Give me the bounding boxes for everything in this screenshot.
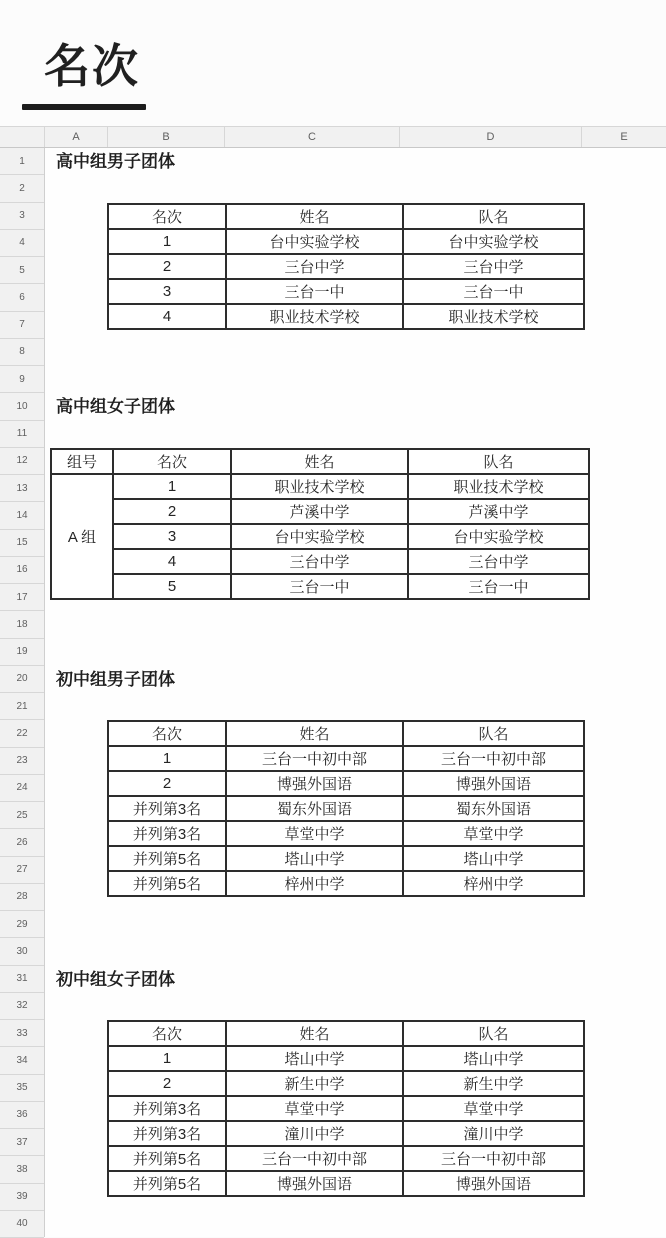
table-cell: 5 (113, 574, 231, 599)
table-cell: 1 (108, 1046, 226, 1071)
column-header-cell[interactable]: E (620, 131, 628, 143)
table-row (108, 229, 584, 254)
table-row (108, 1071, 584, 1096)
ranking-table (107, 720, 585, 897)
column-header-cell[interactable]: D (400, 127, 582, 147)
table-row (108, 279, 584, 304)
column-header-cell[interactable]: A (45, 127, 108, 147)
ranking-table (50, 448, 590, 600)
table-cell: 三台一中 (403, 279, 584, 304)
table-row (108, 1046, 584, 1071)
table-header-cell: 姓名 (226, 204, 403, 229)
table-cell: 1 (113, 474, 231, 499)
table-cell: 并列第5名 (108, 1171, 226, 1196)
table-cell: 并列第5名 (108, 871, 226, 896)
table-header-cell: 队名 (408, 449, 589, 474)
table-cell: 并列第3名 (108, 1121, 226, 1146)
table-cell: 台中实验学校 (231, 524, 408, 549)
table-header-cell: 名次 (108, 1021, 226, 1046)
table-row (51, 474, 589, 499)
table-header-row (108, 721, 584, 746)
table-cell: 塔山中学 (403, 1046, 584, 1071)
table-cell: 三台中学 (231, 549, 408, 574)
table-row (108, 771, 584, 796)
table-cell: 3 (113, 524, 231, 549)
row-header-gutter (0, 148, 45, 1237)
table-row (108, 796, 584, 821)
table-cell: 塔山中学 (226, 1046, 403, 1071)
table-cell: 台中实验学校 (226, 229, 403, 254)
table-cell: 博强外国语 (226, 771, 403, 796)
table-cell: 职业技术学校 (403, 304, 584, 329)
table-cell: 三台一中初中部 (403, 1146, 584, 1171)
table-header-cell: 队名 (403, 204, 584, 229)
table-cell: 1 (108, 746, 226, 771)
table-row (51, 524, 589, 549)
sheet-canvas (45, 148, 666, 1237)
table-row (108, 1096, 584, 1121)
row-header-cell[interactable]: 7 (0, 312, 44, 339)
table-cell: 台中实验学校 (408, 524, 589, 549)
table-header-cell: 姓名 (231, 449, 408, 474)
table-cell: 梓州中学 (226, 871, 403, 896)
table-cell: 新生中学 (226, 1071, 403, 1096)
table-cell: 2 (108, 1071, 226, 1096)
table-cell: 并列第3名 (108, 1096, 226, 1121)
table-cell: 三台中学 (403, 254, 584, 279)
table-cell: 4 (108, 304, 226, 329)
row-header-cell[interactable]: 30 (0, 938, 44, 965)
row-header-cell[interactable]: 37 (0, 1129, 44, 1156)
section-title: 初中组男子团体 (56, 669, 175, 689)
table-cell: 新生中学 (403, 1071, 584, 1096)
column-header-row (0, 126, 666, 148)
section-title: 高中组女子团体 (56, 397, 175, 417)
row-header-cell[interactable]: 15 (0, 530, 44, 557)
table-cell: 草堂中学 (403, 1096, 584, 1121)
table-cell: 博强外国语 (226, 1171, 403, 1196)
row-header-cell[interactable]: 23 (0, 748, 44, 775)
row-header-cell[interactable]: 33 (0, 1020, 44, 1047)
table-cell: 三台中学 (226, 254, 403, 279)
table-header-cell: 姓名 (226, 1021, 403, 1046)
row-header-cell[interactable]: 12 (0, 448, 44, 475)
table-cell: 并列第5名 (108, 1146, 226, 1171)
row-header-cell[interactable]: 14 (0, 502, 44, 529)
table-cell: 芦溪中学 (231, 499, 408, 524)
row-header-cell[interactable]: 34 (0, 1047, 44, 1074)
table-cell: 职业技术学校 (231, 474, 408, 499)
table-cell: 梓州中学 (403, 871, 584, 896)
table-row (51, 499, 589, 524)
row-header-cell[interactable]: 22 (0, 720, 44, 747)
row-header-cell[interactable]: 17 (0, 584, 44, 611)
table-row (108, 846, 584, 871)
table-cell: 并列第3名 (108, 796, 226, 821)
row-header-cell[interactable]: 40 (0, 1211, 44, 1238)
table-cell: 塔山中学 (226, 846, 403, 871)
table-cell: 三台一中初中部 (403, 746, 584, 771)
table-row (51, 549, 589, 574)
table-cell: 1 (108, 229, 226, 254)
row-header-cell[interactable]: 2 (0, 175, 44, 202)
table-row (108, 1121, 584, 1146)
table-cell: 潼川中学 (226, 1121, 403, 1146)
table-cell: 三台中学 (408, 549, 589, 574)
row-header-cell[interactable]: 26 (0, 829, 44, 856)
row-header-cell[interactable]: 4 (0, 230, 44, 257)
row-header-cell[interactable]: 32 (0, 993, 44, 1020)
table-row (108, 1146, 584, 1171)
table-cell: 三台一中 (226, 279, 403, 304)
section-title: 初中组女子团体 (56, 969, 175, 989)
table-row (108, 746, 584, 771)
sheet-body (0, 148, 666, 1237)
table-cell: 草堂中学 (226, 821, 403, 846)
table-header-cell: 队名 (403, 1021, 584, 1046)
table-header-row (108, 1021, 584, 1046)
table-header-cell: 组号 (51, 449, 113, 474)
table-row (51, 574, 589, 599)
table-cell: 2 (108, 771, 226, 796)
table-row (108, 304, 584, 329)
column-header-cell[interactable]: B (108, 127, 225, 147)
row-header-cell[interactable]: 11 (0, 421, 44, 448)
table-cell: 三台一中初中部 (226, 746, 403, 771)
table-header-cell: 姓名 (226, 721, 403, 746)
row-header-cell[interactable]: 1 (0, 148, 44, 175)
row-header-cell[interactable]: 25 (0, 802, 44, 829)
column-header-cell[interactable]: C (225, 127, 400, 147)
ranking-table (107, 203, 585, 330)
row-header-cell[interactable]: 27 (0, 857, 44, 884)
row-header-cell[interactable]: 28 (0, 884, 44, 911)
table-header-cell: 名次 (108, 204, 226, 229)
table-cell: 博强外国语 (403, 1171, 584, 1196)
table-row (108, 254, 584, 279)
table-header-row (51, 449, 589, 474)
table-cell: 潼川中学 (403, 1121, 584, 1146)
row-header-cell[interactable]: 19 (0, 639, 44, 666)
table-cell: 蜀东外国语 (226, 796, 403, 821)
row-header-cell[interactable]: 38 (0, 1156, 44, 1183)
table-cell: 并列第3名 (108, 821, 226, 846)
row-header-cell[interactable]: 35 (0, 1075, 44, 1102)
row-header-cell[interactable]: 31 (0, 966, 44, 993)
row-header-cell[interactable]: 20 (0, 666, 44, 693)
row-header-cell[interactable]: 10 (0, 393, 44, 420)
table-cell: 并列第5名 (108, 846, 226, 871)
row-header-cell[interactable]: 18 (0, 611, 44, 638)
row-header-cell[interactable]: 29 (0, 911, 44, 938)
ranking-table (107, 1020, 585, 1197)
table-row (108, 871, 584, 896)
corner-cell[interactable] (0, 127, 45, 147)
table-cell: 芦溪中学 (408, 499, 589, 524)
table-header-cell: 队名 (403, 721, 584, 746)
table-cell: 职业技术学校 (226, 304, 403, 329)
table-cell: 三台一中 (408, 574, 589, 599)
table-cell: 3 (108, 279, 226, 304)
section-title: 高中组男子团体 (56, 152, 175, 171)
page-title: 名次 (44, 40, 140, 92)
row-header-cell[interactable]: 5 (0, 257, 44, 284)
row-header-cell[interactable]: 8 (0, 339, 44, 366)
table-cell: 三台一中 (231, 574, 408, 599)
table-cell: 塔山中学 (403, 846, 584, 871)
spreadsheet (0, 126, 666, 1237)
row-header-cell[interactable]: 36 (0, 1102, 44, 1129)
table-header-row (108, 204, 584, 229)
table-cell: 博强外国语 (403, 771, 584, 796)
title-underline-bar (22, 104, 146, 110)
table-cell: 2 (113, 499, 231, 524)
row-header-cell[interactable]: 39 (0, 1184, 44, 1211)
table-cell: 2 (108, 254, 226, 279)
table-row (108, 821, 584, 846)
row-header-cell[interactable]: 24 (0, 775, 44, 802)
table-header-cell: 名次 (113, 449, 231, 474)
row-header-cell[interactable]: 3 (0, 203, 44, 230)
row-header-cell[interactable]: 16 (0, 557, 44, 584)
table-row (108, 1171, 584, 1196)
row-header-cell[interactable]: 13 (0, 475, 44, 502)
table-cell: 职业技术学校 (408, 474, 589, 499)
table-header-cell: 名次 (108, 721, 226, 746)
table-cell: 台中实验学校 (403, 229, 584, 254)
row-header-cell[interactable]: 21 (0, 693, 44, 720)
group-cell: A 组 (51, 474, 113, 599)
table-cell: 三台一中初中部 (226, 1146, 403, 1171)
document-header (0, 0, 666, 126)
table-cell: 蜀东外国语 (403, 796, 584, 821)
table-cell: 草堂中学 (226, 1096, 403, 1121)
row-header-cell[interactable]: 9 (0, 366, 44, 393)
row-header-cell[interactable]: 6 (0, 284, 44, 311)
table-cell: 4 (113, 549, 231, 574)
table-cell: 草堂中学 (403, 821, 584, 846)
